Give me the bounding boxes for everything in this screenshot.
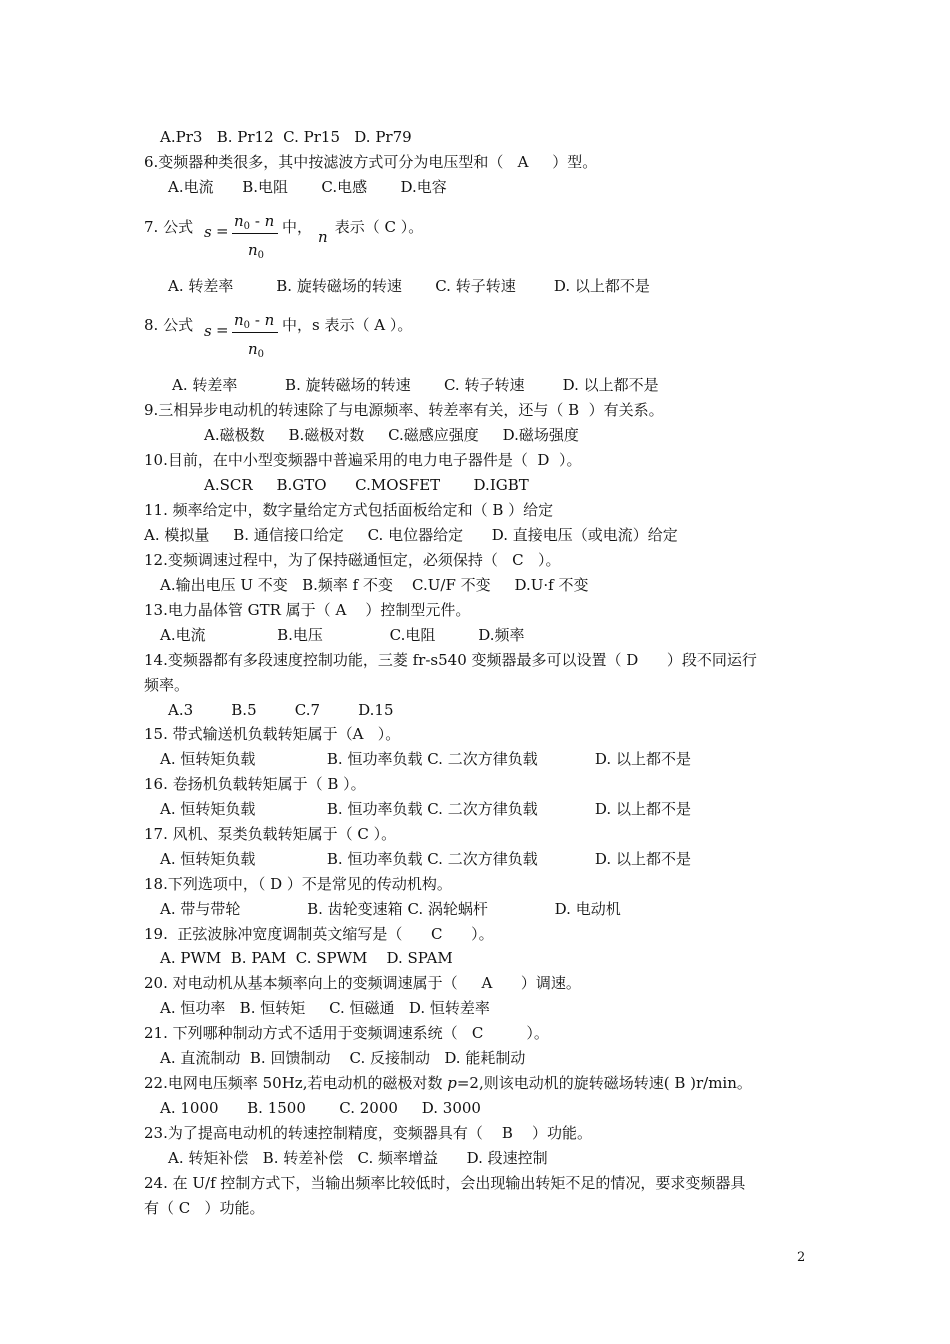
q15-question: 15. 带式输送机负载转矩属于（A ）。: [144, 725, 401, 743]
q24-question-cont: 有（ C ）功能。: [144, 1199, 265, 1217]
fraction-bar: [232, 233, 278, 234]
q21-question: 21. 下列哪种制动方式不适用于变频调速系统（ C ）。: [144, 1024, 549, 1042]
q8-suffix: 中，s 表示（ A ）。: [282, 316, 413, 334]
q10-question: 10.目前，在中小型变频器中普遍采用的电力电子器件是（ D ）。: [144, 451, 582, 469]
q7-variable-n: n: [318, 228, 328, 246]
q11-options: A. 模拟量 B. 通信接口给定 C. 电位器给定 D. 直接电压（或电流）给定: [144, 526, 678, 544]
q7-prefix: 7. 公式: [144, 218, 194, 236]
q23-options: A. 转矩补偿 B. 转差补偿 C. 频率增益 D. 段速控制: [168, 1149, 548, 1167]
q7-options: A. 转差率 B. 旋转磁场的转速 C. 转子转速 D. 以上都不是: [168, 277, 650, 295]
q9-options: A.磁极数 B.磁极对数 C.磁感应强度 D.磁场强度: [204, 426, 579, 444]
pole-pairs-variable: p: [447, 1074, 457, 1092]
q20-options: A. 恒功率 B. 恒转矩 C. 恒磁通 D. 恒转差率: [160, 999, 490, 1017]
q16-options: A. 恒转矩负载 B. 恒功率负载 C. 二次方律负载 D. 以上都不是: [160, 800, 691, 818]
formula-denominator: $n_0$: [248, 340, 265, 360]
q22-options: A. 1000 B. 1500 C. 2000 D. 3000: [160, 1099, 481, 1117]
q14-options: A.3 B.5 C.7 D.15: [168, 701, 394, 719]
formula-equals: =: [216, 222, 229, 240]
formula-s: s: [204, 322, 212, 340]
q8-options: A. 转差率 B. 旋转磁场的转速 C. 转子转速 D. 以上都不是: [172, 376, 659, 394]
q18-options: A. 带与带轮 B. 齿轮变速箱 C. 涡轮蜗杆 D. 电动机: [160, 900, 621, 918]
formula-equals: =: [216, 321, 229, 339]
formula-numerator: $n_0$ - n: [234, 212, 275, 232]
formula-numerator: $n_0$ - n: [234, 311, 275, 331]
q6-question: 6.变频器种类很多，其中按滤波方式可分为电压型和（ A ）型。: [144, 153, 598, 171]
q9-question: 9.三相异步电动机的转速除了与电源频率、转差率有关，还与（ B ）有关系。: [144, 401, 664, 419]
q18-question: 18.下列选项中，（ D ）不是常见的传动机构。: [144, 875, 452, 893]
q13-question: 13.电力晶体管 GTR 属于（ A ）控制型元件。: [144, 601, 471, 619]
q17-options: A. 恒转矩负载 B. 恒功率负载 C. 二次方律负载 D. 以上都不是: [160, 850, 691, 868]
q21-options: A. 直流制动 B. 回馈制动 C. 反接制动 D. 能耗制动: [160, 1049, 526, 1067]
q22-question: 22.电网电压频率 50Hz,若电动机的磁极对数 p=2,则该电动机的旋转磁场转速( B )r/min。: [144, 1074, 752, 1092]
q7-suffix: 表示（ C ）。: [330, 218, 424, 236]
fraction-bar: [232, 332, 278, 333]
q10-options: A.SCR B.GTO C.MOSFET D.IGBT: [204, 476, 529, 494]
q14-question: 14.变频器都有多段速度控制功能，三菱 fr-s540 变频器最多可以设置（ D ）段不同运行: [144, 651, 757, 669]
q15-options: A. 恒转矩负载 B. 恒功率负载 C. 二次方律负载 D. 以上都不是: [160, 750, 691, 768]
formula-s: s: [204, 223, 212, 241]
q16-question: 16. 卷扬机负载转矩属于（ B ）。: [144, 775, 366, 793]
q17-question: 17. 风机、泵类负载转矩属于（ C ）。: [144, 825, 397, 843]
q19-question: 19. 正弦波脉冲宽度调制英文缩写是（ C ）。: [144, 925, 494, 943]
q13-options: A.电流 B.电压 C.电阻 D.频率: [160, 626, 525, 644]
q12-question: 12.变频调速过程中，为了保持磁通恒定，必须保持（ C ）。: [144, 551, 561, 569]
q7-mid: 中，: [282, 218, 313, 236]
formula-denominator: $n_0$: [248, 241, 265, 261]
q12-options: A.输出电压 U 不变 B.频率 f 不变 C.U/F 不变 D.U·f 不变: [160, 576, 589, 594]
q5-options: A.Pr3 B. Pr12 C. Pr15 D. Pr79: [160, 128, 412, 146]
q19-options: A. PWM B. PAM C. SPWM D. SPAM: [160, 949, 453, 967]
q20-question: 20. 对电动机从基本频率向上的变频调速属于（ A ）调速。: [144, 974, 581, 992]
q8-prefix: 8. 公式: [144, 316, 194, 334]
q23-question: 23.为了提高电动机的转速控制精度，变频器具有（ B ）功能。: [144, 1124, 593, 1142]
page-number: 2: [797, 1250, 806, 1265]
q11-question: 11. 频率给定中，数字量给定方式包括面板给定和（ B ）给定: [144, 501, 554, 519]
q24-question: 24. 在 U/f 控制方式下，当输出频率比较低时，会出现输出转矩不足的情况，要求变频器具: [144, 1174, 746, 1192]
q6-options: A.电流 B.电阻 C.电感 D.电容: [168, 178, 447, 196]
q14-question-cont: 频率。: [144, 676, 190, 694]
